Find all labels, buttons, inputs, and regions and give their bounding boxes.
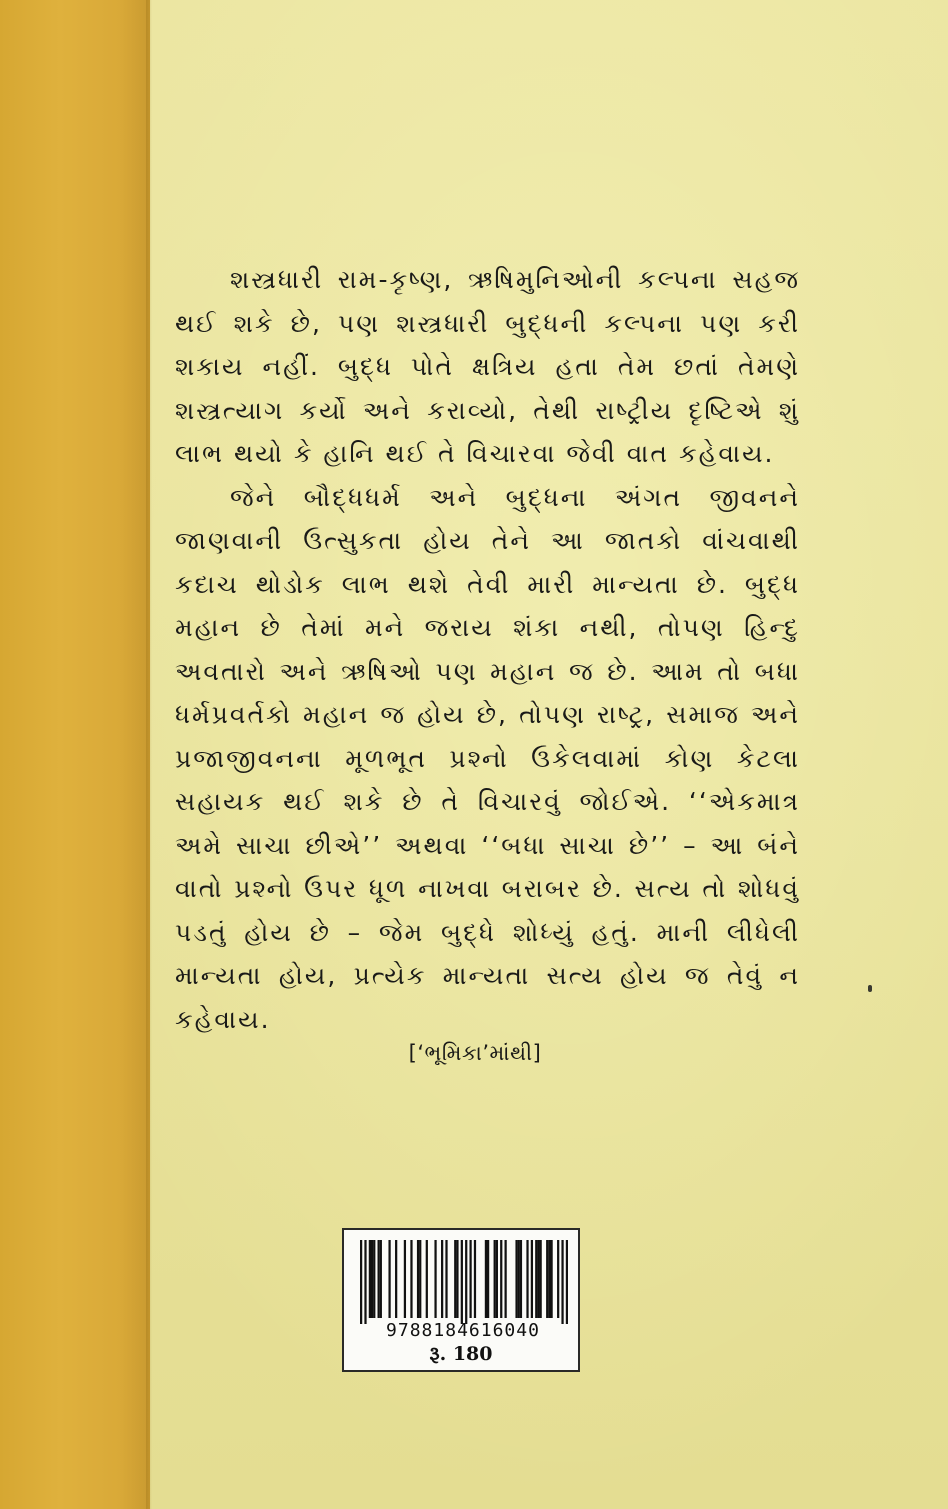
source-attribution: [‘ભૂમિકા’માંથી] (408, 1041, 542, 1065)
barcode-bar (378, 1240, 380, 1318)
barcode-bar (445, 1240, 447, 1318)
barcode-bar (566, 1240, 568, 1324)
barcode-bar (505, 1240, 507, 1318)
barcode-bar (496, 1240, 498, 1318)
barcode-bar (494, 1240, 496, 1318)
barcode-bar (557, 1240, 559, 1318)
barcode-bar (518, 1240, 520, 1318)
barcode-bar (404, 1240, 406, 1318)
barcode-bar (520, 1240, 522, 1318)
barcode-bar (537, 1240, 539, 1318)
barcode-bar (461, 1240, 463, 1324)
barcode-bar (456, 1240, 458, 1318)
blurb-paragraph-1: શસ્ત્રધારી રામ-કૃષ્ણ, ઋષિમુનિઓની કલ્પના સહજ થઈ શકે છે, પણ શસ્ત્રધારી બુદ્ધની કલ્પના પણ કરી શકાય નહીં. બુદ્ધ પોતે ક્ષત્રિય હતા તેમ છતાં તેમણે શસ્ત્રત્યાગ કર્યો અને કરાવ્યો, તેથી રાષ્ટ્રીય દૃષ્ટિએ શું લાભ થયો કે હાનિ થઈ તે વિચારવા જેવી વાત કહેવાય. (175, 265, 800, 468)
barcode-bar (371, 1240, 373, 1318)
barcode-bar (417, 1240, 419, 1318)
barcode-bar (500, 1240, 502, 1318)
barcode-bar (465, 1240, 467, 1324)
barcode-bar (487, 1240, 489, 1318)
barcode-bar (395, 1240, 397, 1318)
barcode-bar (526, 1240, 528, 1318)
barcode-bar (364, 1240, 366, 1324)
barcode-bar (454, 1240, 456, 1318)
barcode-bar (360, 1240, 362, 1324)
barcode-bar (441, 1240, 443, 1318)
barcode-bar (540, 1240, 542, 1318)
barcode-bar (531, 1240, 533, 1318)
barcode-bar (434, 1240, 436, 1318)
blurb-text (175, 258, 800, 1041)
barcode-bar (550, 1240, 552, 1318)
barcode-bar (535, 1240, 537, 1318)
barcode-bar (373, 1240, 375, 1318)
barcode-bar (369, 1240, 371, 1318)
barcode-bar (515, 1240, 517, 1318)
barcode-bar (419, 1240, 421, 1318)
barcode-bar (410, 1240, 412, 1318)
price-label: રૂ. 180 (429, 1343, 493, 1365)
barcode-bar (388, 1240, 390, 1318)
print-speck (868, 985, 872, 992)
spine-shadow (146, 0, 152, 1509)
barcode-bar (561, 1240, 563, 1324)
isbn-barcode (360, 1240, 568, 1324)
barcode-bar (469, 1240, 471, 1318)
barcode-bar (548, 1240, 550, 1318)
barcode-bar (426, 1240, 428, 1318)
spine-band (0, 0, 150, 1509)
barcode-bar (474, 1240, 476, 1318)
barcode-bar (485, 1240, 487, 1318)
isbn-number: 9788184616040 (386, 1320, 540, 1341)
barcode-sticker (342, 1228, 580, 1372)
barcode-bar (380, 1240, 382, 1318)
blurb-paragraph-2: જેને બૌદ્ધધર્મ અને બુદ્ધના અંગત જીવનને જાણવાની ઉત્સુકતા હોય તેને આ જાતકો વાંચવાથી કદાચ થોડોક લાભ થશે તેવી મારી માન્યતા છે. બુદ્ધ મહાન છે તેમાં મને જરાય શંકા નથી, તોપણ હિન્દુ અવતારો અને ઋષિઓ પણ મહાન જ છે. આમ તો બધા ધર્મપ્રવર્તકો મહાન જ હોય છે, તોપણ રાષ્ટ્ર, સમાજ અને પ્રજાજીવનના મૂળભૂત પ્રશ્નો ઉકેલવામાં કોણ કેટલા સહાયક થઈ શકે છે તે વિચારવું જોઈએ. ‘‘એકમાત્ર અમે સાચા છીએ’’ અથવા ‘‘બધા સાચા છે’’ – આ બંને વાતો પ્રશ્નો ઉપર ધૂળ નાખવા બરાબર છે. સત્ય તો શોધવું પડતું હોય છે – જેમ બુદ્ધે શોધ્યું હતું. માની લીધેલી માન્યતા હોય, પ્રત્યેક માન્યતા સત્ય હોય જ તેવું ન કહેવાય. (175, 482, 800, 1034)
barcode-bar (546, 1240, 548, 1318)
